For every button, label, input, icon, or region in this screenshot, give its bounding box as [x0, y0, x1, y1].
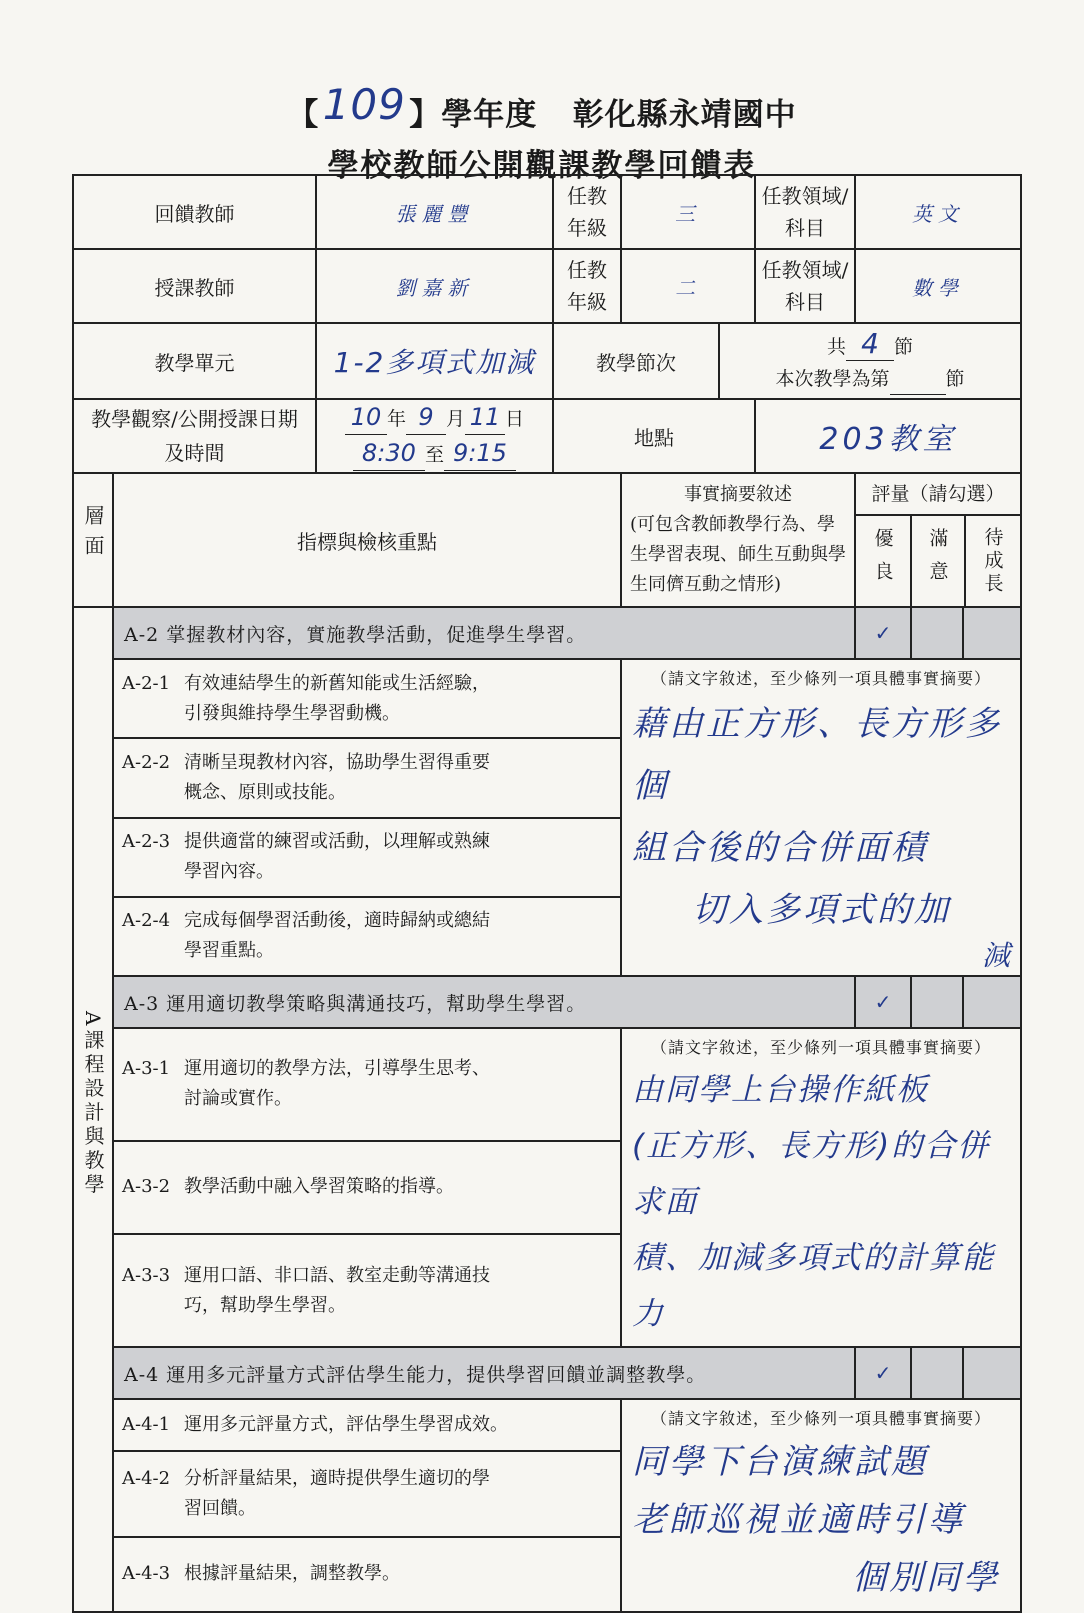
indicator-text-cont: 學習內容。	[184, 861, 274, 883]
place-value: 203教室	[755, 399, 1021, 473]
level-header-text: 層面	[81, 504, 105, 565]
teaching-teacher-label: 授課教師	[73, 249, 316, 323]
date-day-value: 11	[465, 400, 505, 435]
level-a-text: A課程設計與教學	[81, 1010, 105, 1198]
session-total	[720, 328, 1020, 363]
domain-label: 任教領域/科目	[755, 175, 855, 249]
summary-instruction: （請文字敘述，至少條列一項具體事實摘要）	[650, 1038, 991, 1057]
feedback-teacher-value: 張麗豐	[316, 175, 553, 249]
indicator-text: 清晰呈現教材內容，協助學生習得重要	[184, 751, 490, 773]
handwriting-line: 同學下台演練試題	[632, 1442, 928, 1482]
indicator-number: A-2-2	[122, 751, 171, 773]
row-feedback-teacher	[73, 175, 1021, 249]
unit-value: 1-2多項式加減	[316, 323, 553, 399]
section-a3-check-satisfied[interactable]	[911, 976, 963, 1028]
time-end-value: 9:15	[444, 436, 516, 471]
date-month-unit: 月	[445, 408, 465, 430]
indicator-a2-1	[113, 659, 621, 738]
date-day-unit: 日	[505, 408, 525, 430]
indicator-number: A-2-4	[122, 910, 171, 932]
handwriting-line: (正方形、長方形)的合併求面	[632, 1128, 991, 1220]
handwriting-line: 組合後的合併面積	[632, 828, 928, 868]
indicator-row	[73, 659, 1021, 738]
summary-subtitle: (可包含教師教學行為、學生學習表現、師生互動與學生同儕互動之情形)	[630, 514, 846, 595]
indicator-a2-3	[113, 818, 621, 897]
level-a-cell	[73, 607, 113, 1612]
row-teaching-teacher	[73, 249, 1021, 323]
date-line	[317, 400, 552, 436]
rating-growth	[966, 516, 1020, 606]
indicator-header: 指標與檢核重點	[113, 473, 621, 607]
indicator-text: 運用多元評量方式，評估學生學習成效。	[184, 1414, 508, 1436]
section-a4-header-row	[73, 1347, 1021, 1399]
section-a3-check-growth[interactable]	[963, 976, 1021, 1028]
indicator-text-cont: 討論或實作。	[184, 1088, 292, 1110]
indicator-a3-1	[113, 1028, 621, 1141]
section-a3-check-excellent[interactable]: ✓	[855, 976, 911, 1028]
year-suffix: 學年度	[441, 97, 538, 133]
indicator-number: A-3-2	[122, 1176, 171, 1198]
time-start-value: 8:30	[353, 436, 425, 471]
indicator-number: A-4-1	[122, 1414, 171, 1436]
handwriting-line: 切入多項式的加	[692, 890, 951, 930]
indicator-text-cont: 巧，幫助學生學習。	[184, 1294, 346, 1316]
feedback-form-table	[72, 174, 1022, 1613]
indicator-text: 提供適當的練習或活動，以理解或熟練	[184, 831, 490, 853]
domain-label-2: 任教領域/科目	[755, 249, 855, 323]
indicator-text-cont: 學習重點。	[184, 940, 274, 962]
form-header-year-line	[0, 80, 1084, 135]
indicator-text: 完成每個學習活動後，適時歸納或總結	[184, 910, 490, 932]
indicator-a4-2	[113, 1451, 621, 1537]
indicator-text: 有效連結學生的新舊知能或生活經驗，	[184, 672, 490, 694]
feedback-teacher-label: 回饋教師	[73, 175, 316, 249]
grade-label: 任教年級	[553, 175, 621, 249]
handwriting-line: 個別同學	[852, 1558, 1000, 1598]
current-session-value	[890, 372, 946, 395]
indicator-number: A-3-3	[122, 1264, 171, 1286]
summary-header	[621, 473, 855, 607]
date-label: 教學觀察/公開授課日期及時間	[73, 399, 316, 473]
current-suffix: 節	[945, 367, 965, 390]
section-a3-title: A-3 運用適切教學策略與溝通技巧，幫助學生學習。	[113, 976, 855, 1028]
summary-instruction: （請文字敘述，至少條列一項具體事實摘要）	[650, 1409, 991, 1428]
session-current	[720, 363, 1020, 395]
indicator-number: A-4-2	[122, 1468, 171, 1489]
indicator-a4-3	[113, 1537, 621, 1612]
bracket-close: 】	[409, 97, 442, 133]
section-a4-check-satisfied[interactable]	[911, 1347, 963, 1399]
session-value	[719, 323, 1021, 399]
section-a2-check-satisfied[interactable]	[911, 607, 963, 659]
indicator-text-cont: 概念、原則或技能。	[184, 781, 346, 803]
indicator-number: A-3-1	[122, 1058, 171, 1080]
indicator-text-cont: 習回饋。	[184, 1498, 256, 1519]
rating-header	[855, 473, 1021, 607]
indicator-row	[73, 1028, 1021, 1141]
date-year-unit: 年	[386, 408, 406, 430]
rating-title: 評量（請勾選）	[856, 474, 1020, 516]
section-a3-header-row	[73, 976, 1021, 1028]
time-to: 至	[424, 444, 444, 466]
section-a2-title: A-2 掌握教材內容，實施教學活動，促進學生學習。	[113, 607, 855, 659]
form-title: 學校教師公開觀課教學回饋表	[327, 148, 757, 184]
section-a2-check-excellent[interactable]: ✓	[855, 607, 911, 659]
section-a4-summary	[621, 1399, 1021, 1612]
academic-year-handwritten: 109	[322, 80, 406, 129]
handwriting-line: 由同學上台操作紙板	[632, 1072, 929, 1108]
indicator-a2-2	[113, 738, 621, 817]
rating-satisfied-text: 滿意	[926, 528, 949, 594]
indicator-a4-1	[113, 1399, 621, 1451]
summary-title: 事實摘要敘述	[684, 484, 792, 505]
row-column-headers	[73, 473, 1021, 607]
indicator-text: 分析評量結果，適時提供學生適切的學	[184, 1468, 490, 1489]
grade-label-2: 任教年級	[553, 249, 621, 323]
indicator-text-cont: 引發與維持學生學習動機。	[184, 702, 400, 724]
section-a2-summary	[621, 659, 1021, 976]
rating-excellent-text: 優良	[871, 528, 894, 594]
rating-subheaders	[856, 516, 1020, 606]
session-label: 教學節次	[553, 323, 719, 399]
section-a2-check-growth[interactable]	[963, 607, 1021, 659]
unit-label: 教學單元	[73, 323, 316, 399]
indicator-number: A-4-3	[122, 1563, 171, 1585]
summary-instruction: （請文字敘述，至少條列一項具體事實摘要）	[650, 669, 991, 688]
indicator-text: 根據評量結果，調整教學。	[184, 1563, 400, 1585]
indicator-a2-4	[113, 897, 621, 976]
section-a3-summary	[621, 1028, 1021, 1347]
handwriting-line: 老師巡視並適時引導	[632, 1500, 965, 1540]
section-a2-header-row	[73, 607, 1021, 659]
level-header	[73, 473, 113, 607]
rating-excellent	[856, 516, 912, 606]
section-a4-check-growth[interactable]	[963, 1347, 1021, 1399]
indicator-text: 運用口語、非口語、教室走動等溝通技	[184, 1264, 490, 1286]
handwriting-line: 藉由正方形、長方形多個	[632, 704, 1002, 806]
current-prefix: 本次教學為第	[775, 367, 890, 390]
feedback-grade-value: 三	[621, 175, 755, 249]
indicator-a3-2	[113, 1141, 621, 1234]
indicator-number: A-2-3	[122, 831, 171, 853]
school-name: 彰化縣永靖國中	[572, 97, 797, 133]
date-year-value: 10	[345, 400, 387, 435]
teaching-teacher-value: 劉嘉新	[316, 249, 553, 323]
date-value	[316, 399, 553, 473]
section-a4-handwriting	[622, 1429, 1020, 1611]
indicator-row	[73, 1399, 1021, 1451]
section-a4-check-excellent[interactable]: ✓	[855, 1347, 911, 1399]
rating-satisfied	[912, 516, 966, 606]
indicator-a3-3	[113, 1234, 621, 1347]
total-suffix: 節	[894, 335, 914, 358]
date-month-value: 9	[406, 400, 446, 435]
total-prefix: 共	[826, 335, 846, 358]
row-date	[73, 399, 1021, 473]
section-a2-handwriting	[622, 689, 1020, 975]
row-unit	[73, 323, 1021, 399]
section-a4-title: A-4 運用多元評量方式評估學生能力，提供學習回饋並調整教學。	[113, 1347, 855, 1399]
feedback-domain-value: 英文	[855, 175, 1021, 249]
indicator-number: A-2-1	[122, 672, 171, 694]
time-line	[317, 436, 552, 472]
teaching-grade-value: 二	[621, 249, 755, 323]
indicator-text: 教學活動中融入學習策略的指導。	[184, 1176, 454, 1198]
indicator-text: 運用適切的教學方法，引導學生思考、	[184, 1058, 490, 1080]
rating-growth-text: 待成長	[981, 526, 1004, 596]
bracket-open: 【	[287, 97, 320, 133]
handwriting-line: 積、加減多項式的計算能力	[632, 1240, 995, 1332]
total-sessions-value: 4	[846, 328, 894, 361]
place-label: 地點	[553, 399, 755, 473]
section-a3-handwriting	[622, 1058, 1020, 1346]
teaching-domain-value: 數學	[855, 249, 1021, 323]
handwriting-line: 減	[982, 939, 1014, 972]
